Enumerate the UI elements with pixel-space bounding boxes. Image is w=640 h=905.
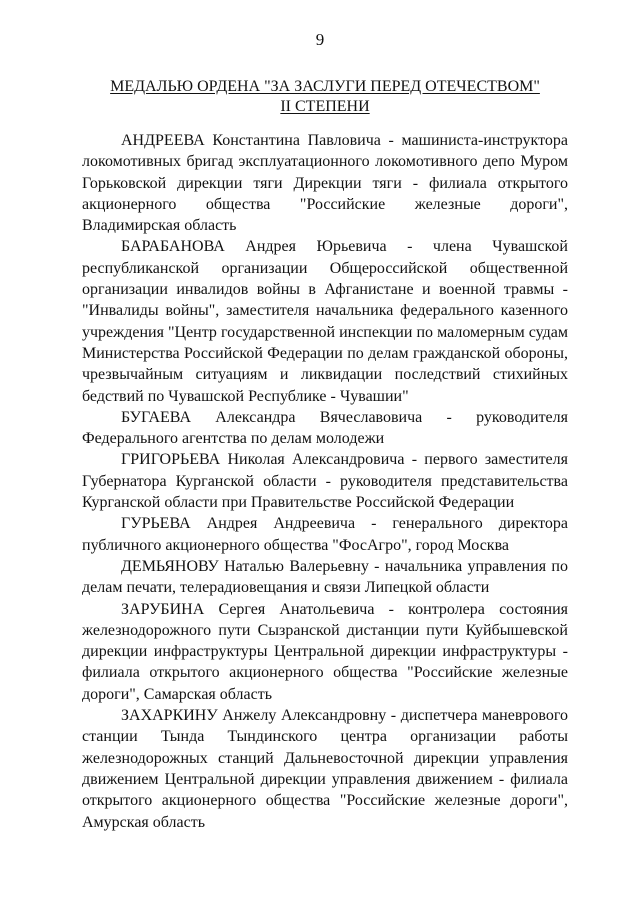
award-heading-line-2: II СТЕПЕНИ <box>280 98 370 115</box>
page-number: 9 <box>315 30 325 49</box>
award-heading <box>80 77 570 117</box>
recipient-entry: АНДРЕЕВА Константина Павловича - машиниста-инструктора локомотивных бригад эксплуатационного локомотивного депо Муром Горьковской дирекции тяги Дирекции тяги - филиала открытого акционерного общества "Российские железные дороги", Владимирская область <box>82 132 568 235</box>
recipient-list <box>82 130 568 833</box>
recipient-entry: ЗАХАРКИНУ Анжелу Александровну - диспетчера маневрового станции Тында Тындинского центра организации работы железнодорожных станций Дальневосточной дирекции управления движением Центральной дирекции управления движением - филиала открытого акционерного общества "Российские железные дороги", Амурская область <box>82 707 568 831</box>
recipient-entry: БУГАЕВА Александра Вячеславовича - руководителя Федерального агентства по делам молодежи <box>82 408 568 448</box>
recipient-entry: БАРАБАНОВА Андрея Юрьевича - члена Чувашской республиканской организации Общероссийской общественной организации инвалидов войны в Афганистане и военной травмы - "Инвалиды войны", заместителя начальника федерального казенного учреждения "Центр государственной инспекции по маломерным судам Министерства Российской Федерации по делам гражданской обороны, чрезвычайным ситуациям и ликвидации последствий стихийных бедствий по Чувашской Республике - Чувашии" <box>82 238 568 405</box>
recipient-entry: ДЕМЬЯНОВУ Наталью Валерьевну - начальника управления по делам печати, телерадиовещания и связи Липецкой области <box>82 557 568 597</box>
recipient-entry: ГУРЬЕВА Андрея Андреевича - генерального директора публичного акционерного общества "ФосАгро", город Москва <box>82 515 568 554</box>
award-heading-line-1: МЕДАЛЬЮ ОРДЕНА "ЗА ЗАСЛУГИ ПЕРЕД ОТЕЧЕСТВОМ" <box>110 78 540 95</box>
recipient-entry: ГРИГОРЬЕВА Николая Александровича - первого заместителя Губернатора Курганской области - руководителя представительства Курганской области при Правительстве Российской Федерации <box>82 451 568 512</box>
recipient-entry: ЗАРУБИНА Сергея Анатольевича - контролера состояния железнодорожного пути Сызранской дистанции пути Куйбышевской дирекции инфраструктуры Центральной дирекции инфраструктуры - филиала открытого акционерного общества "Российские железные дороги", Самарская область <box>82 600 568 703</box>
